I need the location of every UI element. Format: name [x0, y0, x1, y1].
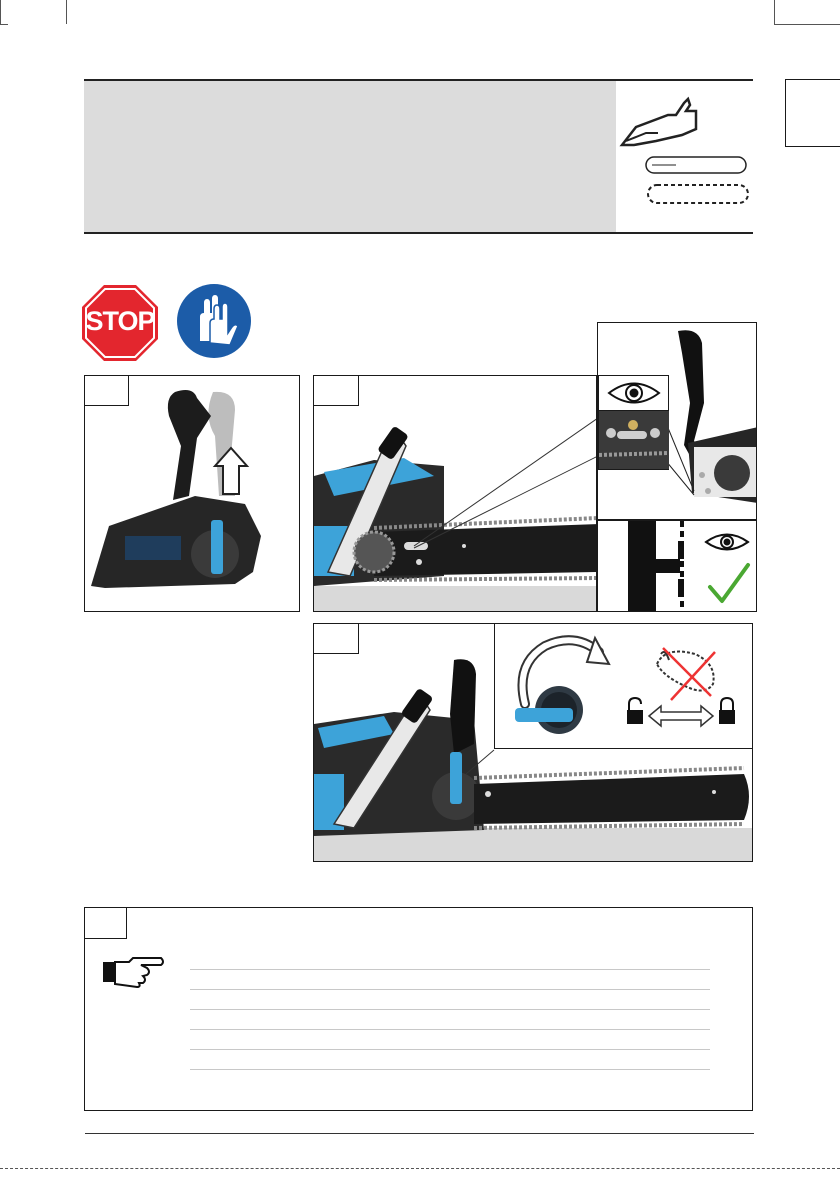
- writing-line: [190, 1009, 710, 1010]
- writing-line: [190, 969, 710, 970]
- header-panel: [84, 79, 616, 234]
- writing-line: [190, 1069, 710, 1070]
- writing-line: [190, 1029, 710, 1030]
- bottom-crop-marks: [0, 1168, 840, 1169]
- crop-mark: [66, 0, 67, 24]
- eye-icon-box: [598, 375, 669, 411]
- step-3-panel: [313, 623, 753, 862]
- crop-mark: [774, 0, 775, 24]
- lock-panel: [494, 623, 753, 749]
- side-language-tab: [785, 79, 840, 147]
- inspect-panel: [597, 322, 757, 520]
- chainsaw-parts-icon: [616, 81, 753, 232]
- chain-check-panel: [597, 520, 757, 612]
- sprocket-closeup: [598, 410, 669, 470]
- header-icon-panel: [616, 79, 753, 234]
- eye-icon: [702, 529, 752, 555]
- writing-line: [190, 1049, 710, 1050]
- eye-icon: [599, 376, 669, 410]
- pointing-hand-icon: [103, 956, 165, 988]
- notes-box: [84, 907, 753, 1111]
- chain-brake-illustration: [85, 376, 299, 611]
- crop-mark: [0, 0, 1, 24]
- protective-gloves-icon: [176, 283, 252, 359]
- writing-line: [190, 989, 710, 990]
- stop-sign-text: STOP: [85, 306, 155, 336]
- step-number: [314, 624, 359, 654]
- step-number: [314, 376, 359, 406]
- bar-and-chain-illustration: [314, 376, 597, 612]
- step-1-panel: [84, 375, 300, 612]
- crop-mark: [774, 24, 840, 25]
- bar-mount-closeup: [599, 411, 669, 469]
- check-mark-icon: [706, 561, 752, 607]
- step-number: [85, 908, 127, 939]
- step-2-panel: [313, 375, 597, 612]
- footer-rule: [85, 1133, 754, 1134]
- lock-unlock-illustration: [495, 624, 753, 748]
- crop-mark: [0, 24, 8, 25]
